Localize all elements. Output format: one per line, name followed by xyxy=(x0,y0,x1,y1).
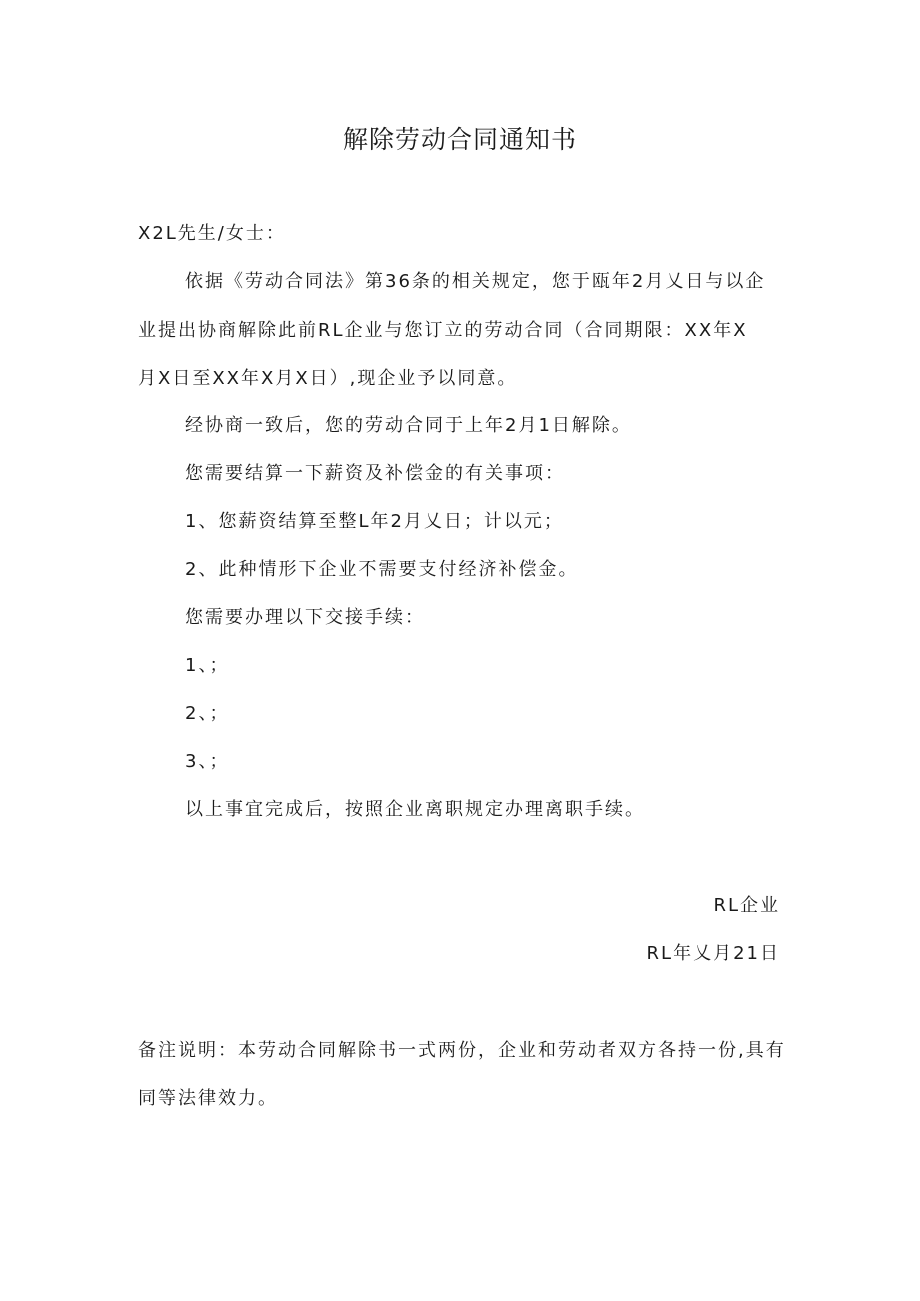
settlement-item-2: 2、此种情形下企业不需要支付经济补偿金。 xyxy=(185,559,579,580)
salutation: X2L先生/女士： xyxy=(138,223,286,244)
remark-line1: 备注说明：本劳动合同解除书一式两份，企业和劳动者双方各持一份,具有 xyxy=(138,1040,786,1061)
signature-date: RL年乂月21日 xyxy=(646,943,780,964)
handover-item-3: 3、； xyxy=(185,751,230,772)
handover-item-2: 2、； xyxy=(185,703,230,724)
para1-line3: 月X日至XX年X月X日）,现企业予以同意。 xyxy=(138,368,518,389)
closing-paragraph: 以上事宜完成后，按照企业离职规定办理离职手续。 xyxy=(185,799,645,820)
para1-line2: 业提出协商解除此前RL企业与您订立的劳动合同（合同期限：XX年X xyxy=(138,320,748,341)
para1-line1: 依据《劳动合同法》第36条的相关规定，您于瓯年2月乂日与以企 xyxy=(185,271,766,292)
document-title: 解除劳动合同通知书 xyxy=(342,125,577,154)
remark-line2: 同等法律效力。 xyxy=(138,1088,278,1109)
settlement-item-1: 1、您薪资结算至整L年2月乂日；计以元； xyxy=(185,511,564,532)
handover-item-1: 1、； xyxy=(185,655,230,676)
handover-intro: 您需要办理以下交接手续： xyxy=(185,607,425,628)
termination-paragraph: 经协商一致后，您的劳动合同于上年2月1日解除。 xyxy=(185,415,632,436)
settlement-intro: 您需要结算一下薪资及补偿金的有关事项： xyxy=(185,463,565,484)
signature-company: RL企业 xyxy=(713,895,780,916)
